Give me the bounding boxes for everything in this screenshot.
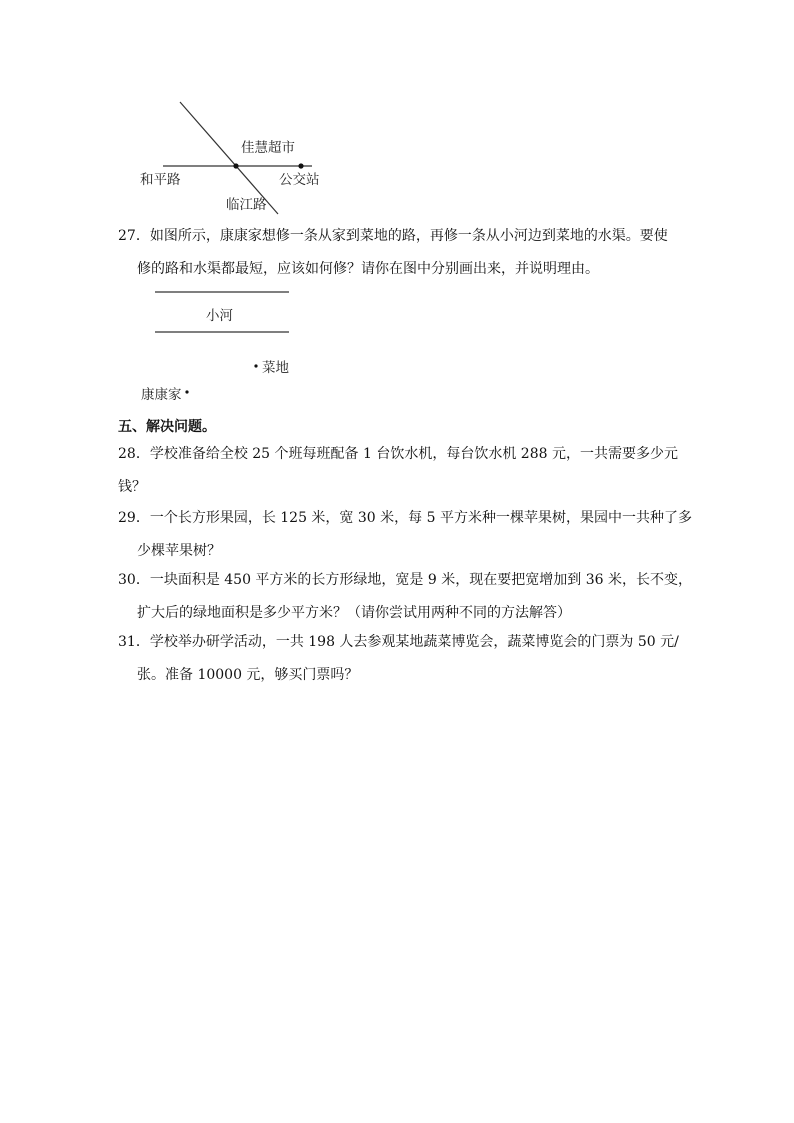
question-30-line1: 30．一块面积是 450 平方米的长方形绿地，宽是 9 米，现在要把宽增加到 36 米，长不变， [118,572,692,588]
road-map-figure [0,0,794,230]
question-29 [118,502,698,568]
river-label: 小河 [206,308,233,324]
home-label: 康康家 [141,387,182,403]
question-31 [118,626,698,692]
bus-stop-label: 公交站 [279,172,320,188]
question-27-line1: 27．如图所示，康康家想修一条从家到菜地的路，再修一条从小河边到菜地的水渠。要使 [118,228,668,244]
field-label: 菜地 [262,360,289,376]
question-28-line1: 28．学校准备给全校 25 个班每班配备 1 台饮水机，每台饮水机 288 元，一共需要多少元钱？ [118,446,678,495]
section-title: 五、解决问题。 [118,419,216,435]
question-29-line2: 少棵苹果树？ [137,543,221,559]
field-point [254,364,257,367]
question-30-line2: 扩大后的绿地面积是多少平方米？（请你尝试用两种不同的方法解答） [137,605,571,621]
question-31-line2: 张。准备 10000 元，够买门票吗？ [137,667,359,683]
question-27 [118,220,698,286]
supermarket-label: 佳慧超市 [241,140,295,156]
question-28 [118,438,698,504]
question-30 [118,564,698,630]
supermarket-point [233,163,238,168]
river-field-figure [0,280,794,410]
linjiang-road-label: 临江路 [226,197,267,213]
question-27-line2: 修的路和水渠都最短，应该如何修？请你在图中分别画出来，并说明理由。 [137,261,599,277]
question-29-line1: 29．一个长方形果园，长 125 米，宽 30 米，每 5 平方米种一棵苹果树，果园中一共种了多 [118,510,692,526]
heping-road-label: 和平路 [140,172,181,188]
question-31-line1: 31．学校举办研学活动，一共 198 人去参观某地蔬菜博览会，蔬菜博览会的门票为 50 元/ [118,634,679,650]
home-point [185,390,188,393]
